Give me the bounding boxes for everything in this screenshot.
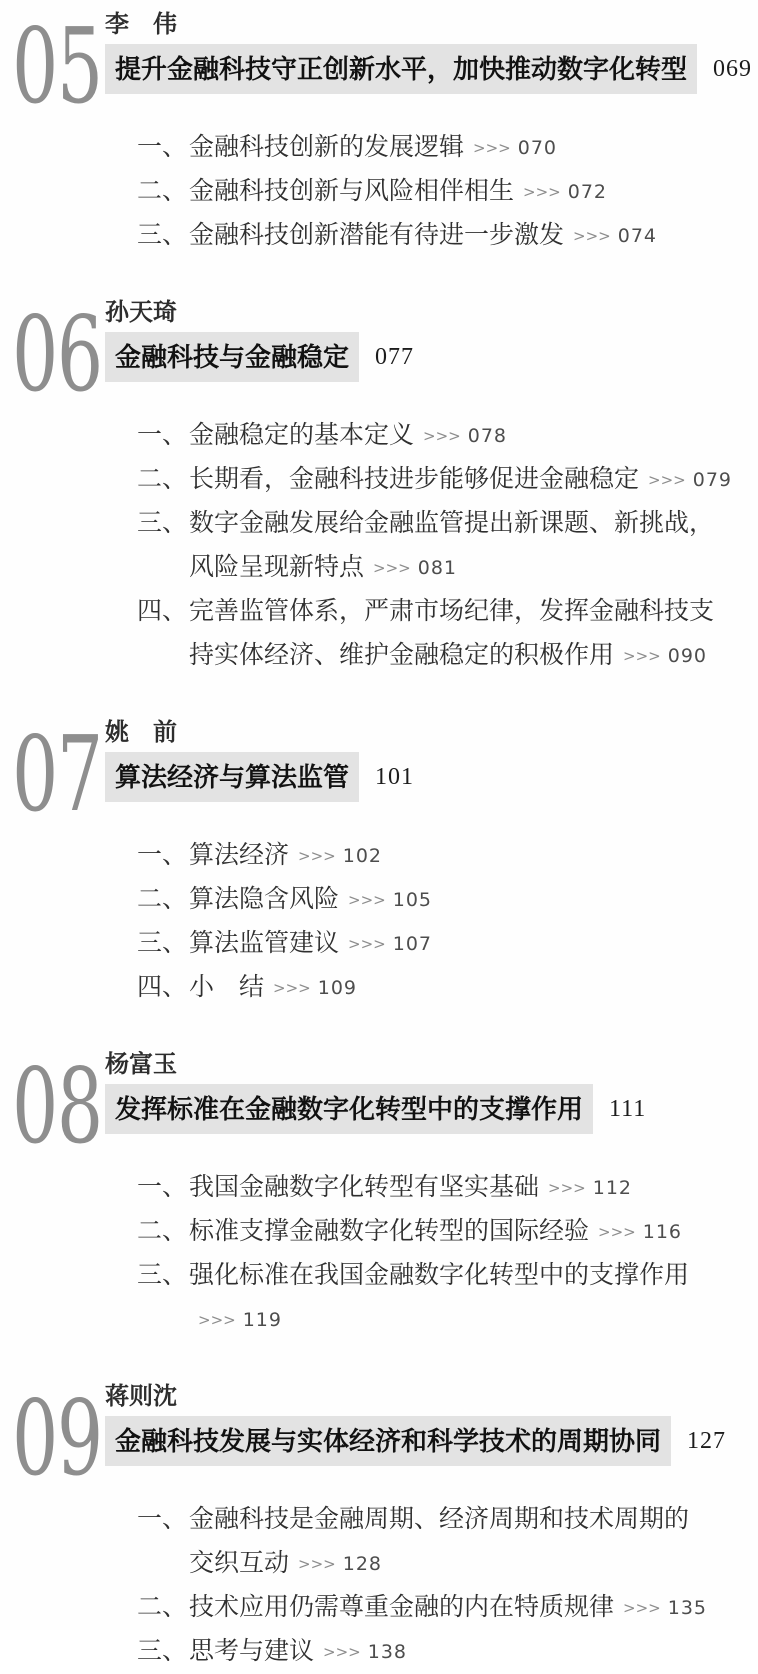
toc-item [137,966,758,1010]
item-title: 算法经济 [189,842,290,869]
arrow-separator-icon: >>> [323,1643,361,1661]
item-page-number: 070 [517,137,557,159]
chapter-author: 孙天琦 [105,299,177,326]
item-title: 我国金融数字化转型有坚实基础 [189,1174,540,1201]
toc-item [137,922,758,966]
arrow-separator-icon: >>> [548,1179,586,1197]
item-page-number: 074 [617,225,657,247]
chapter-head [0,1050,758,1134]
item-marker: 二、 [137,1594,188,1621]
item-title: 金融科技创新潜能有待进一步激发 [189,222,565,249]
item-marker: 二、 [137,1218,188,1245]
item-content [189,922,734,966]
arrow-separator-icon: >>> [348,935,386,953]
chapter-items [137,1498,758,1674]
arrow-separator-icon: >>> [423,427,461,445]
item-page-number: 078 [467,425,507,447]
item-title: 数字金融发展给金融监管提出新课题、新挑战， 风险呈现新特点 [189,510,715,581]
chapter-items [137,126,758,258]
item-content [189,1210,734,1254]
item-page-number: 081 [417,557,457,579]
toc-item [137,1254,758,1342]
chapter-head [0,10,758,94]
chapter-title-row [105,1084,758,1134]
item-title: 金融科技创新的发展逻辑 [189,134,465,161]
item-title: 金融稳定的基本定义 [189,422,415,449]
arrow-separator-icon: >>> [273,979,311,997]
item-content [189,1630,734,1674]
item-content [189,502,734,590]
item-title: 金融科技是金融周期、经济周期和技术周期的 交织互动 [189,1506,690,1577]
item-title: 小 结 [189,974,265,1001]
chapter-head [0,1382,758,1466]
item-page-number: 109 [317,977,357,999]
chapter-number: 06 [12,293,102,415]
chapter-page-number: 101 [375,763,415,790]
toc-item [137,1166,758,1210]
chapter-section [0,5,758,258]
chapter-head [0,718,758,802]
chapter-title-row [105,752,758,802]
item-marker: 三、 [137,1262,188,1289]
toc-item [137,414,758,458]
arrow-separator-icon: >>> [598,1223,636,1241]
item-content [189,1254,734,1342]
item-page-number: 116 [642,1221,682,1243]
toc-item [137,1586,758,1630]
toc-item [137,1498,758,1586]
arrow-separator-icon: >>> [473,139,511,157]
item-content [189,834,734,878]
item-title: 思考与建议 [189,1638,315,1665]
arrow-separator-icon: >>> [523,183,561,201]
chapter-title: 发挥标准在金融数字化转型中的支撑作用 [105,1084,593,1134]
toc-item [137,834,758,878]
chapter-page-number: 077 [375,343,415,370]
toc-item [137,214,758,258]
item-page-number: 105 [392,889,432,911]
item-page-number: 090 [667,645,707,667]
arrow-separator-icon: >>> [298,847,336,865]
item-marker: 四、 [137,974,188,1001]
chapter-page-number: 127 [687,1427,727,1454]
chapter-number: 08 [12,1045,102,1167]
toc-item [137,1210,758,1254]
item-page-number: 102 [342,845,382,867]
chapter-items [137,1166,758,1342]
chapter-number: 07 [12,713,102,835]
item-content [189,590,734,678]
item-title: 强化标准在我国金融数字化转型中的支撑作用 [189,1262,690,1289]
toc-item [137,590,758,678]
chapter-author: 姚 前 [105,719,177,746]
item-marker: 三、 [137,930,188,957]
item-marker: 一、 [137,1506,188,1533]
arrow-separator-icon: >>> [623,647,661,665]
toc-item [137,878,758,922]
chapter-section [0,713,758,1010]
item-content [189,458,734,502]
item-title: 长期看，金融科技进步能够促进金融稳定 [189,466,640,493]
item-marker: 二、 [137,886,188,913]
item-page-number: 119 [242,1309,282,1331]
chapter-head [0,298,758,382]
item-marker: 三、 [137,1638,188,1665]
item-content [189,214,734,258]
toc-item [137,502,758,590]
chapter-items [137,834,758,1010]
item-page-number: 138 [367,1641,407,1663]
item-page-number: 107 [392,933,432,955]
item-content [189,1586,734,1630]
chapter-number: 05 [12,5,102,127]
item-title: 算法监管建议 [189,930,340,957]
item-marker: 三、 [137,510,188,537]
chapter-title-row [105,1416,758,1466]
item-title: 完善监管体系，严肃市场纪律，发挥金融科技支 持实体经济、维护金融稳定的积极作用 [189,598,715,669]
item-marker: 一、 [137,422,188,449]
arrow-separator-icon: >>> [348,891,386,909]
arrow-separator-icon: >>> [573,227,611,245]
item-page-number: 112 [592,1177,632,1199]
chapter-title-row [105,44,758,94]
item-page-number: 072 [567,181,607,203]
item-marker: 三、 [137,222,188,249]
item-marker: 一、 [137,1174,188,1201]
chapter-page-number: 069 [713,55,753,82]
item-content [189,1498,734,1586]
item-marker: 一、 [137,134,188,161]
item-marker: 二、 [137,178,188,205]
item-page-number: 128 [342,1553,382,1575]
item-title: 金融科技创新与风险相伴相生 [189,178,515,205]
item-content [189,966,734,1010]
arrow-separator-icon: >>> [198,1311,236,1329]
chapter-section [0,293,758,678]
chapter-author: 杨富玉 [105,1051,177,1078]
arrow-separator-icon: >>> [648,471,686,489]
item-content [189,126,734,170]
chapter-title: 提升金融科技守正创新水平，加快推动数字化转型 [105,44,697,94]
arrow-separator-icon: >>> [373,559,411,577]
arrow-separator-icon: >>> [298,1555,336,1573]
item-page-number: 135 [667,1597,707,1619]
chapter-author: 蒋则沈 [105,1383,177,1410]
chapter-title-row [105,332,758,382]
chapter-number: 09 [12,1377,102,1499]
chapter-title: 金融科技发展与实体经济和科学技术的周期协同 [105,1416,671,1466]
chapter-section [0,1045,758,1342]
item-title: 标准支撑金融数字化转型的国际经验 [189,1218,590,1245]
item-marker: 四、 [137,598,188,625]
chapter-items [137,414,758,678]
item-content [189,170,734,214]
item-marker: 二、 [137,466,188,493]
toc-item [137,1630,758,1674]
toc-item [137,458,758,502]
chapter-title: 算法经济与算法监管 [105,752,359,802]
item-content [189,878,734,922]
chapter-section [0,1377,758,1674]
item-content [189,1166,734,1210]
chapter-page-number: 111 [609,1095,647,1122]
item-page-number: 079 [692,469,732,491]
item-title: 算法隐含风险 [189,886,340,913]
chapter-title: 金融科技与金融稳定 [105,332,359,382]
arrow-separator-icon: >>> [623,1599,661,1617]
item-title: 技术应用仍需尊重金融的内在特质规律 [189,1594,615,1621]
chapter-author: 李 伟 [105,11,177,38]
table-of-contents [0,5,758,1674]
toc-item [137,126,758,170]
item-content [189,414,734,458]
toc-item [137,170,758,214]
item-marker: 一、 [137,842,188,869]
